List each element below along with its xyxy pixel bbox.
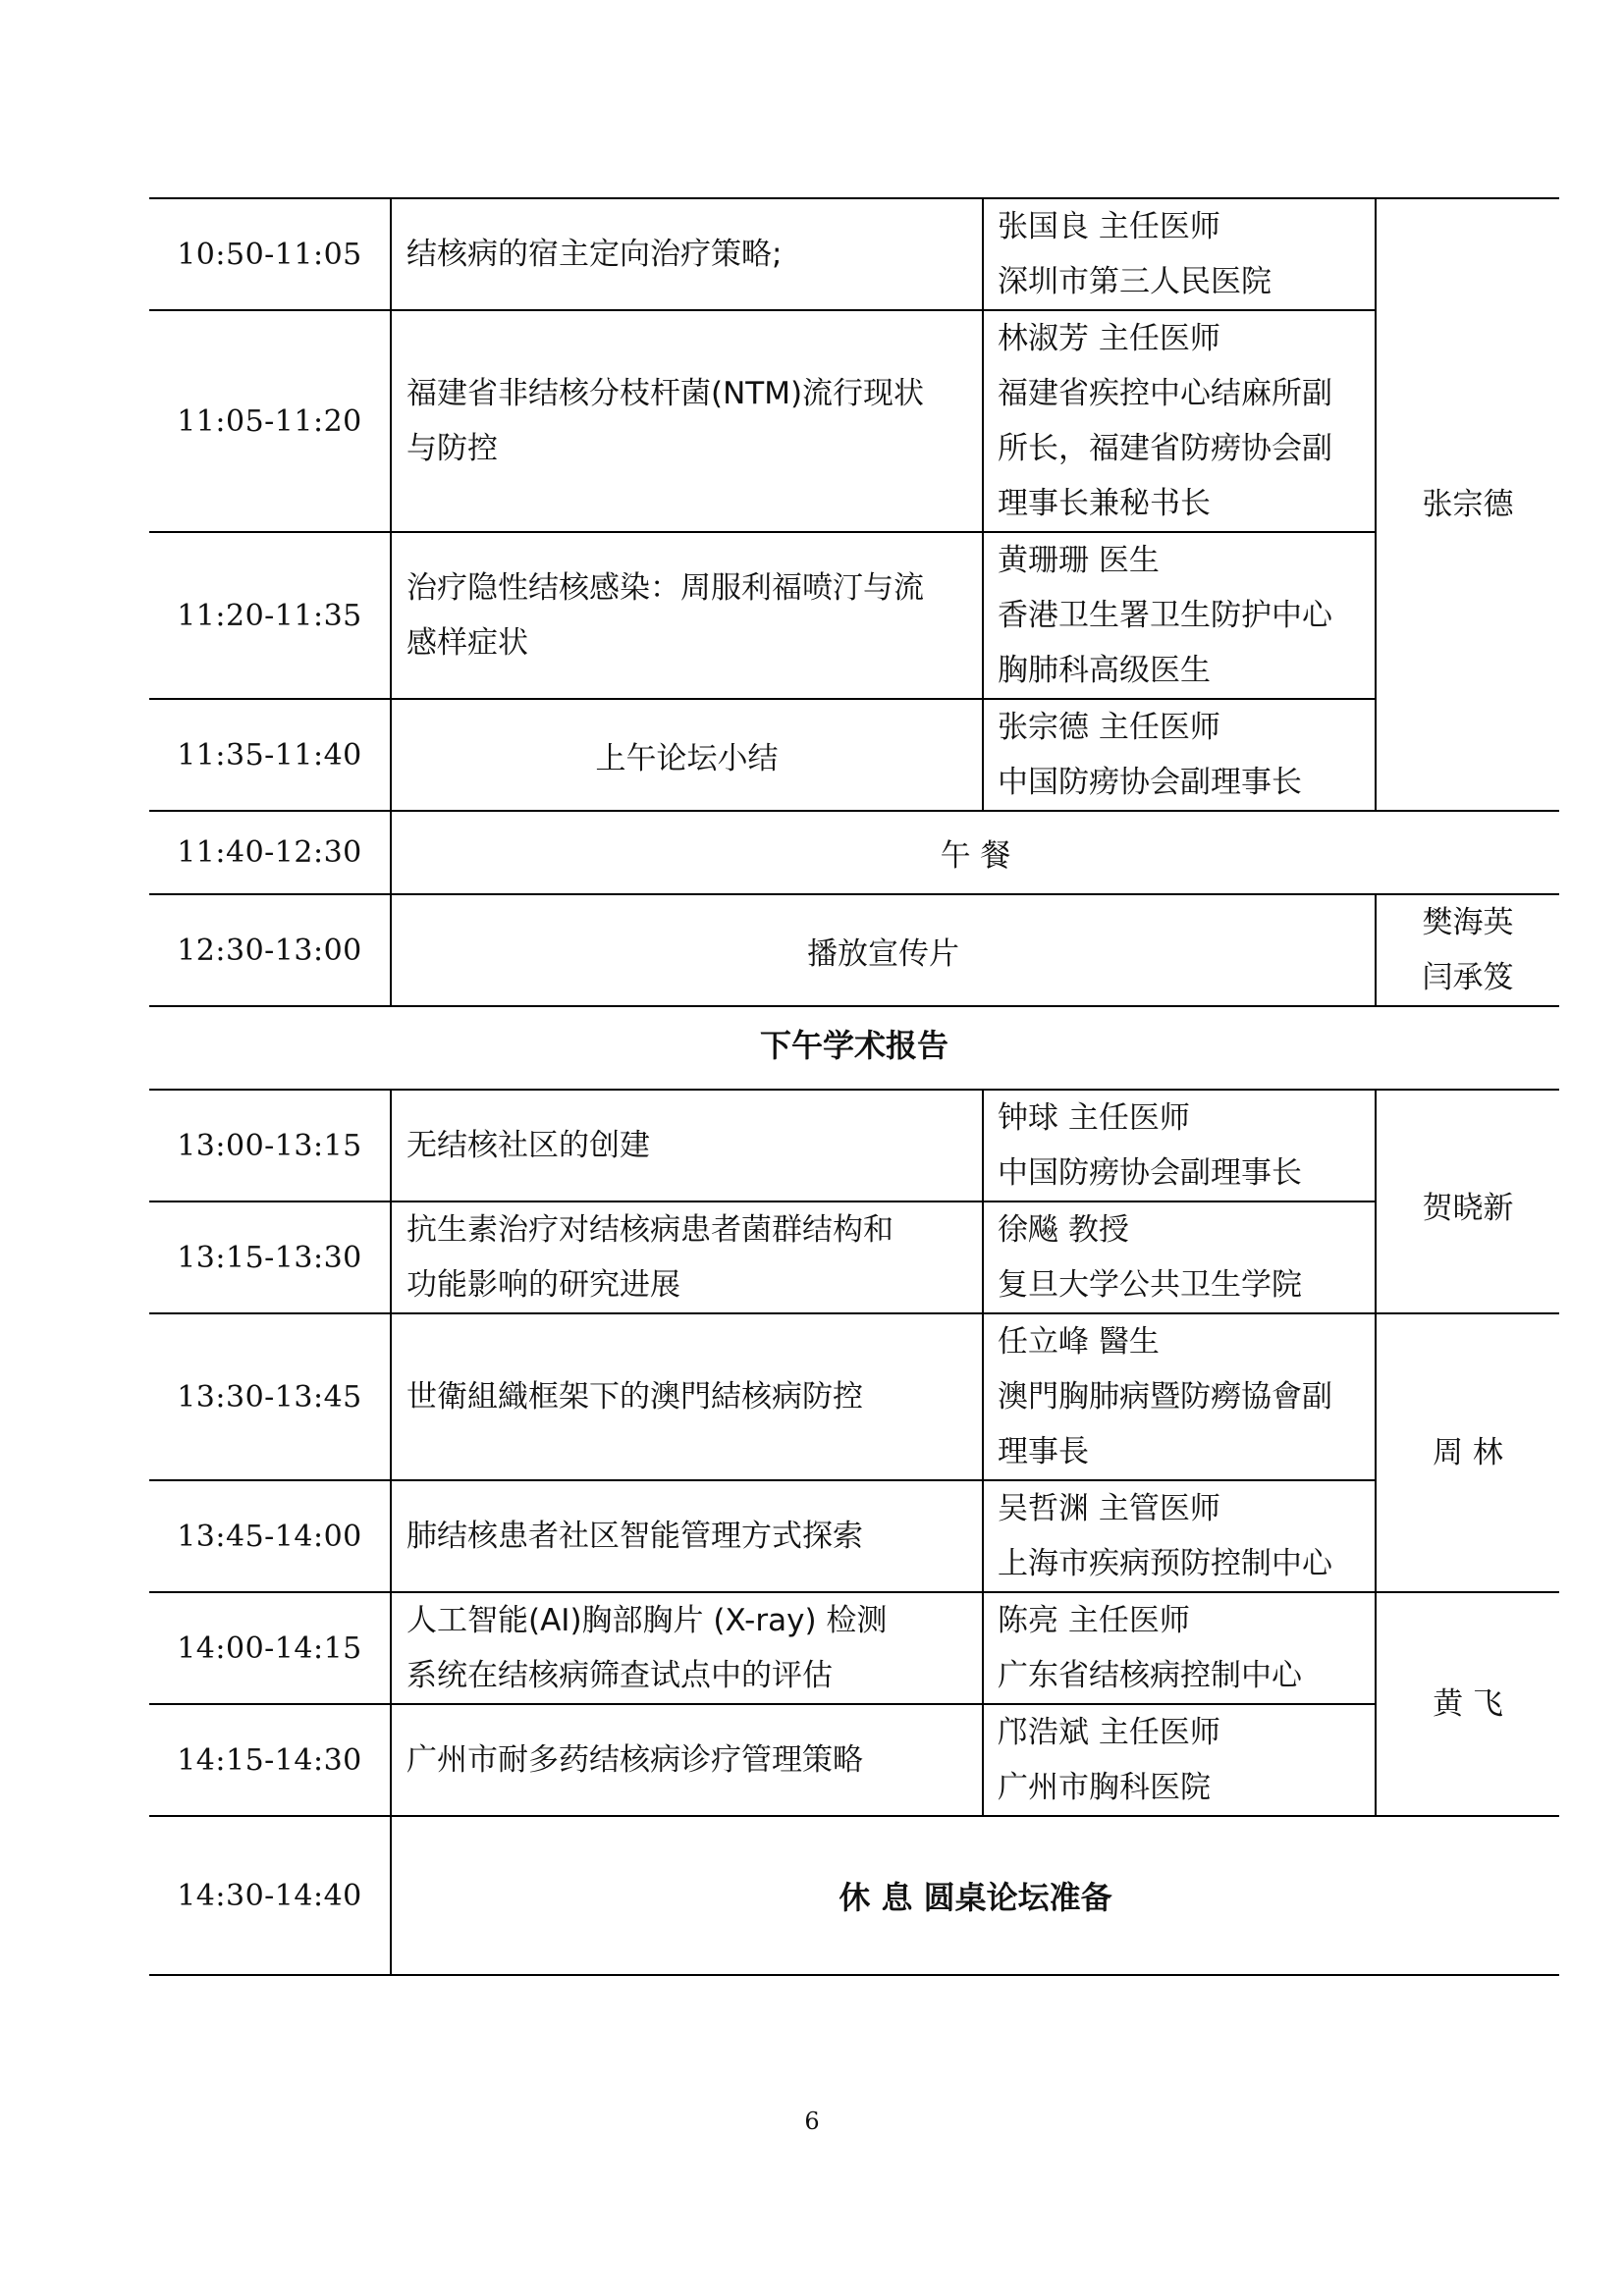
speaker-affiliation: 胸肺科高级医生: [998, 653, 1211, 688]
speaker-affiliation: 广东省结核病控制中心: [998, 1658, 1302, 1693]
speaker-name: 吴哲渊 主管医师: [998, 1491, 1220, 1526]
lunch-row: [149, 811, 1559, 894]
topic-line: 人工智能(AI)胸部胸片 (X-ray) 检测: [406, 1603, 888, 1638]
speaker-cell: [983, 532, 1376, 699]
topic-cell: 上午论坛小结: [391, 699, 983, 811]
page-number: 6: [804, 2108, 820, 2135]
speaker-cell: [983, 1592, 1376, 1704]
topic-line: 抗生素治疗对结核病患者菌群结构和: [406, 1212, 893, 1248]
table-row: [149, 1480, 1559, 1592]
speaker-name: 张宗德 主任医师: [998, 710, 1220, 745]
topic-cell: [391, 1201, 983, 1313]
speaker-affiliation: 福建省疾控中心结麻所副: [998, 376, 1332, 411]
time-cell: 11:05-11:20: [149, 310, 391, 532]
chair-cell: 贺晓新: [1376, 1090, 1559, 1313]
topic-line: 福建省非结核分枝杆菌(NTM)流行现状: [406, 376, 925, 411]
time-cell: 11:20-11:35: [149, 532, 391, 699]
lunch-label: 午 餐: [391, 811, 1559, 894]
table-row: [149, 1090, 1559, 1201]
speaker-affiliation: 香港卫生署卫生防护中心: [998, 598, 1332, 633]
time-cell: 11:35-11:40: [149, 699, 391, 811]
table-row: [149, 1313, 1559, 1480]
video-label: 播放宣传片: [391, 894, 1376, 1006]
table-row: [149, 1592, 1559, 1704]
afternoon-session-title: 下午学术报告: [759, 1027, 948, 1064]
chair-name: 樊海英: [1422, 905, 1514, 940]
chair-cell: 张宗德: [1376, 198, 1559, 811]
speaker-name: 张国良 主任医师: [998, 209, 1220, 244]
speaker-name: 黄珊珊 医生: [998, 543, 1160, 578]
time-cell: 13:00-13:15: [149, 1090, 391, 1201]
speaker-affiliation: 中国防痨协会副理事长: [998, 1155, 1302, 1191]
speaker-cell: [983, 1313, 1376, 1480]
chair-cell: [1376, 894, 1559, 1006]
time-cell: 13:15-13:30: [149, 1201, 391, 1313]
speaker-cell: [983, 1480, 1376, 1592]
speaker-name: 林淑芳 主任医师: [998, 321, 1220, 356]
topic-cell: [391, 1592, 983, 1704]
speaker-name: 徐飚 教授: [998, 1212, 1129, 1248]
chair-cell: 周 林: [1376, 1313, 1559, 1592]
time-cell: 14:15-14:30: [149, 1704, 391, 1816]
topic-cell: [391, 532, 983, 699]
table-row: [149, 310, 1559, 532]
topic-cell: [391, 310, 983, 532]
speaker-affiliation: 理事长兼秘书长: [998, 486, 1211, 521]
speaker-cell: [983, 198, 1376, 310]
speaker-affiliation: 复旦大学公共卫生学院: [998, 1267, 1302, 1303]
speaker-affiliation: 广州市胸科医院: [998, 1770, 1211, 1805]
table-row: [149, 699, 1559, 811]
chair-name: 闫承笈: [1422, 960, 1514, 995]
speaker-affiliation: 深圳市第三人民医院: [998, 264, 1272, 299]
speaker-cell: [983, 310, 1376, 532]
topic-cell: 世衛組織框架下的澳門結核病防控: [391, 1313, 983, 1480]
topic-line: 感样症状: [406, 625, 528, 661]
time-cell: 10:50-11:05: [149, 198, 391, 310]
time-cell: 11:40-12:30: [149, 811, 391, 894]
topic-line: 功能影响的研究进展: [406, 1267, 680, 1303]
speaker-affiliation: 理事長: [998, 1434, 1089, 1469]
speaker-name: 陈亮 主任医师: [998, 1603, 1190, 1638]
speaker-name: 任立峰 醫生: [998, 1324, 1160, 1360]
topic-line: 与防控: [406, 431, 498, 466]
time-cell: 14:30-14:40: [149, 1816, 391, 1975]
table-row: [149, 532, 1559, 699]
speaker-cell: [983, 1090, 1376, 1201]
speaker-affiliation: 中国防痨协会副理事长: [998, 765, 1302, 800]
time-cell: 12:30-13:00: [149, 894, 391, 1006]
speaker-affiliation: 澳門胸肺病暨防癆協會副: [998, 1379, 1332, 1415]
topic-line: 治疗隐性结核感染：周服利福喷汀与流: [406, 570, 924, 606]
topic-cell: 结核病的宿主定向治疗策略;: [391, 198, 983, 310]
chair-cell: 黄 飞: [1376, 1592, 1559, 1816]
break-row: [149, 1816, 1559, 1975]
topic-cell: 广州市耐多药结核病诊疗管理策略: [391, 1704, 983, 1816]
topic-line: 系统在结核病筛查试点中的评估: [406, 1658, 833, 1693]
break-label: 休 息 圆桌论坛准备: [391, 1816, 1559, 1975]
speaker-affiliation: 上海市疾病预防控制中心: [998, 1546, 1332, 1581]
speaker-affiliation: 所长，福建省防痨协会副: [998, 431, 1332, 466]
time-cell: 14:00-14:15: [149, 1592, 391, 1704]
topic-cell: 肺结核患者社区智能管理方式探索: [391, 1480, 983, 1592]
speaker-cell: [983, 699, 1376, 811]
morning-schedule-table: [149, 197, 1559, 1007]
table-row: [149, 198, 1559, 310]
topic-cell: 无结核社区的创建: [391, 1090, 983, 1201]
time-cell: 13:45-14:00: [149, 1480, 391, 1592]
table-row: [149, 1704, 1559, 1816]
afternoon-schedule-table: [149, 1089, 1559, 1976]
speaker-name: 邝浩斌 主任医师: [998, 1715, 1220, 1750]
speaker-cell: [983, 1201, 1376, 1313]
speaker-name: 钟球 主任医师: [998, 1100, 1190, 1136]
video-row: [149, 894, 1559, 1006]
time-cell: 13:30-13:45: [149, 1313, 391, 1480]
speaker-cell: [983, 1704, 1376, 1816]
table-row: [149, 1201, 1559, 1313]
